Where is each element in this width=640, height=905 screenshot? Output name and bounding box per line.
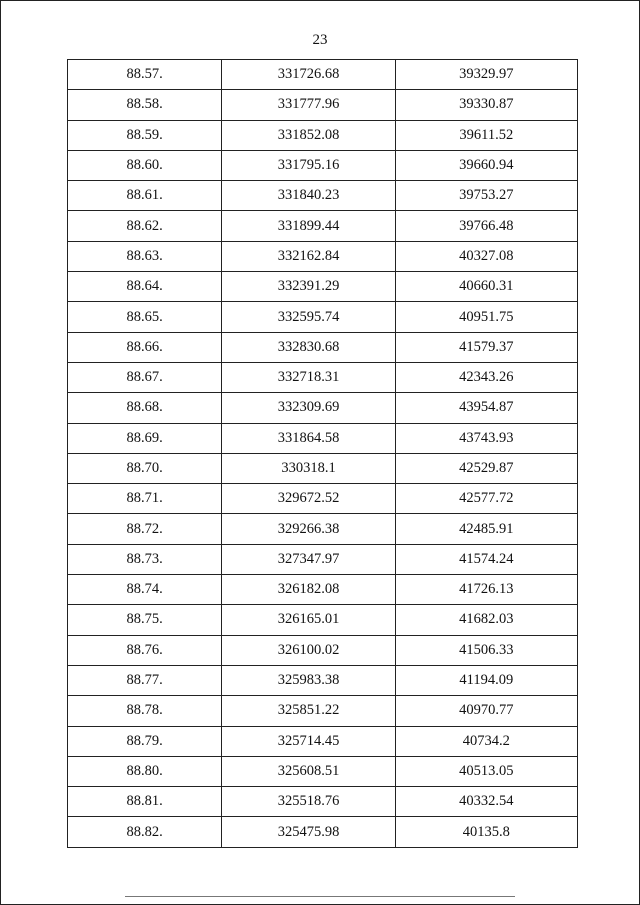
point-id-cell: 88.57. — [68, 60, 222, 90]
y-coordinate-cell: 42343.26 — [395, 362, 577, 392]
x-coordinate-cell: 332718.31 — [222, 362, 395, 392]
y-coordinate-cell: 43743.93 — [395, 423, 577, 453]
point-id-cell: 88.66. — [68, 332, 222, 362]
coordinates-table-body — [68, 60, 578, 848]
x-coordinate-cell: 331777.96 — [222, 90, 395, 120]
coordinates-table — [67, 59, 578, 848]
table-row — [68, 181, 578, 211]
table-row — [68, 90, 578, 120]
y-coordinate-cell: 39753.27 — [395, 181, 577, 211]
table-row — [68, 726, 578, 756]
y-coordinate-cell: 40734.2 — [395, 726, 577, 756]
table-row — [68, 423, 578, 453]
page-number: 23 — [312, 32, 328, 48]
x-coordinate-cell: 332830.68 — [222, 332, 395, 362]
x-coordinate-cell: 326165.01 — [222, 605, 395, 635]
point-id-cell: 88.59. — [68, 120, 222, 150]
table-row — [68, 665, 578, 695]
table-row — [68, 453, 578, 483]
y-coordinate-cell: 39660.94 — [395, 150, 577, 180]
table-row — [68, 150, 578, 180]
x-coordinate-cell: 331726.68 — [222, 60, 395, 90]
point-id-cell: 88.79. — [68, 726, 222, 756]
point-id-cell: 88.81. — [68, 787, 222, 817]
x-coordinate-cell: 325983.38 — [222, 665, 395, 695]
x-coordinate-cell: 327347.97 — [222, 544, 395, 574]
point-id-cell: 88.75. — [68, 605, 222, 635]
y-coordinate-cell: 39766.48 — [395, 211, 577, 241]
x-coordinate-cell: 329266.38 — [222, 514, 395, 544]
table-row — [68, 241, 578, 271]
point-id-cell: 88.77. — [68, 665, 222, 695]
y-coordinate-cell: 39329.97 — [395, 60, 577, 90]
x-coordinate-cell: 325608.51 — [222, 756, 395, 786]
y-coordinate-cell: 41506.33 — [395, 635, 577, 665]
table-row — [68, 514, 578, 544]
x-coordinate-cell: 332595.74 — [222, 302, 395, 332]
x-coordinate-cell: 325851.22 — [222, 696, 395, 726]
y-coordinate-cell: 42529.87 — [395, 453, 577, 483]
y-coordinate-cell: 40135.8 — [395, 817, 577, 847]
point-id-cell: 88.65. — [68, 302, 222, 332]
point-id-cell: 88.61. — [68, 181, 222, 211]
point-id-cell: 88.70. — [68, 453, 222, 483]
y-coordinate-cell: 42485.91 — [395, 514, 577, 544]
x-coordinate-cell: 325714.45 — [222, 726, 395, 756]
x-coordinate-cell: 331795.16 — [222, 150, 395, 180]
x-coordinate-cell: 326182.08 — [222, 575, 395, 605]
y-coordinate-cell: 40951.75 — [395, 302, 577, 332]
x-coordinate-cell: 332391.29 — [222, 272, 395, 302]
y-coordinate-cell: 43954.87 — [395, 393, 577, 423]
table-row — [68, 120, 578, 150]
y-coordinate-cell: 39330.87 — [395, 90, 577, 120]
table-row — [68, 756, 578, 786]
y-coordinate-cell: 42577.72 — [395, 484, 577, 514]
point-id-cell: 88.72. — [68, 514, 222, 544]
x-coordinate-cell: 326100.02 — [222, 635, 395, 665]
table-row — [68, 484, 578, 514]
x-coordinate-cell: 329672.52 — [222, 484, 395, 514]
x-coordinate-cell: 331899.44 — [222, 211, 395, 241]
bottom-rule — [125, 896, 515, 897]
point-id-cell: 88.64. — [68, 272, 222, 302]
table-row — [68, 60, 578, 90]
table-row — [68, 332, 578, 362]
x-coordinate-cell: 330318.1 — [222, 453, 395, 483]
point-id-cell: 88.73. — [68, 544, 222, 574]
y-coordinate-cell: 40327.08 — [395, 241, 577, 271]
table-row — [68, 635, 578, 665]
y-coordinate-cell: 41194.09 — [395, 665, 577, 695]
point-id-cell: 88.82. — [68, 817, 222, 847]
x-coordinate-cell: 331852.08 — [222, 120, 395, 150]
point-id-cell: 88.63. — [68, 241, 222, 271]
point-id-cell: 88.58. — [68, 90, 222, 120]
y-coordinate-cell: 41574.24 — [395, 544, 577, 574]
table-row — [68, 696, 578, 726]
y-coordinate-cell: 41726.13 — [395, 575, 577, 605]
point-id-cell: 88.67. — [68, 362, 222, 392]
y-coordinate-cell: 40513.05 — [395, 756, 577, 786]
point-id-cell: 88.80. — [68, 756, 222, 786]
x-coordinate-cell: 332309.69 — [222, 393, 395, 423]
table-row — [68, 544, 578, 574]
y-coordinate-cell: 39611.52 — [395, 120, 577, 150]
y-coordinate-cell: 41579.37 — [395, 332, 577, 362]
table-row — [68, 272, 578, 302]
table-row — [68, 817, 578, 847]
point-id-cell: 88.74. — [68, 575, 222, 605]
table-row — [68, 605, 578, 635]
x-coordinate-cell: 325518.76 — [222, 787, 395, 817]
point-id-cell: 88.69. — [68, 423, 222, 453]
point-id-cell: 88.71. — [68, 484, 222, 514]
point-id-cell: 88.78. — [68, 696, 222, 726]
y-coordinate-cell: 40970.77 — [395, 696, 577, 726]
table-row — [68, 575, 578, 605]
point-id-cell: 88.60. — [68, 150, 222, 180]
y-coordinate-cell: 40660.31 — [395, 272, 577, 302]
table-row — [68, 787, 578, 817]
point-id-cell: 88.76. — [68, 635, 222, 665]
x-coordinate-cell: 331864.58 — [222, 423, 395, 453]
y-coordinate-cell: 40332.54 — [395, 787, 577, 817]
table-row — [68, 302, 578, 332]
y-coordinate-cell: 41682.03 — [395, 605, 577, 635]
table-row — [68, 362, 578, 392]
table-row — [68, 393, 578, 423]
point-id-cell: 88.68. — [68, 393, 222, 423]
x-coordinate-cell: 331840.23 — [222, 181, 395, 211]
table-row — [68, 211, 578, 241]
x-coordinate-cell: 332162.84 — [222, 241, 395, 271]
x-coordinate-cell: 325475.98 — [222, 817, 395, 847]
point-id-cell: 88.62. — [68, 211, 222, 241]
